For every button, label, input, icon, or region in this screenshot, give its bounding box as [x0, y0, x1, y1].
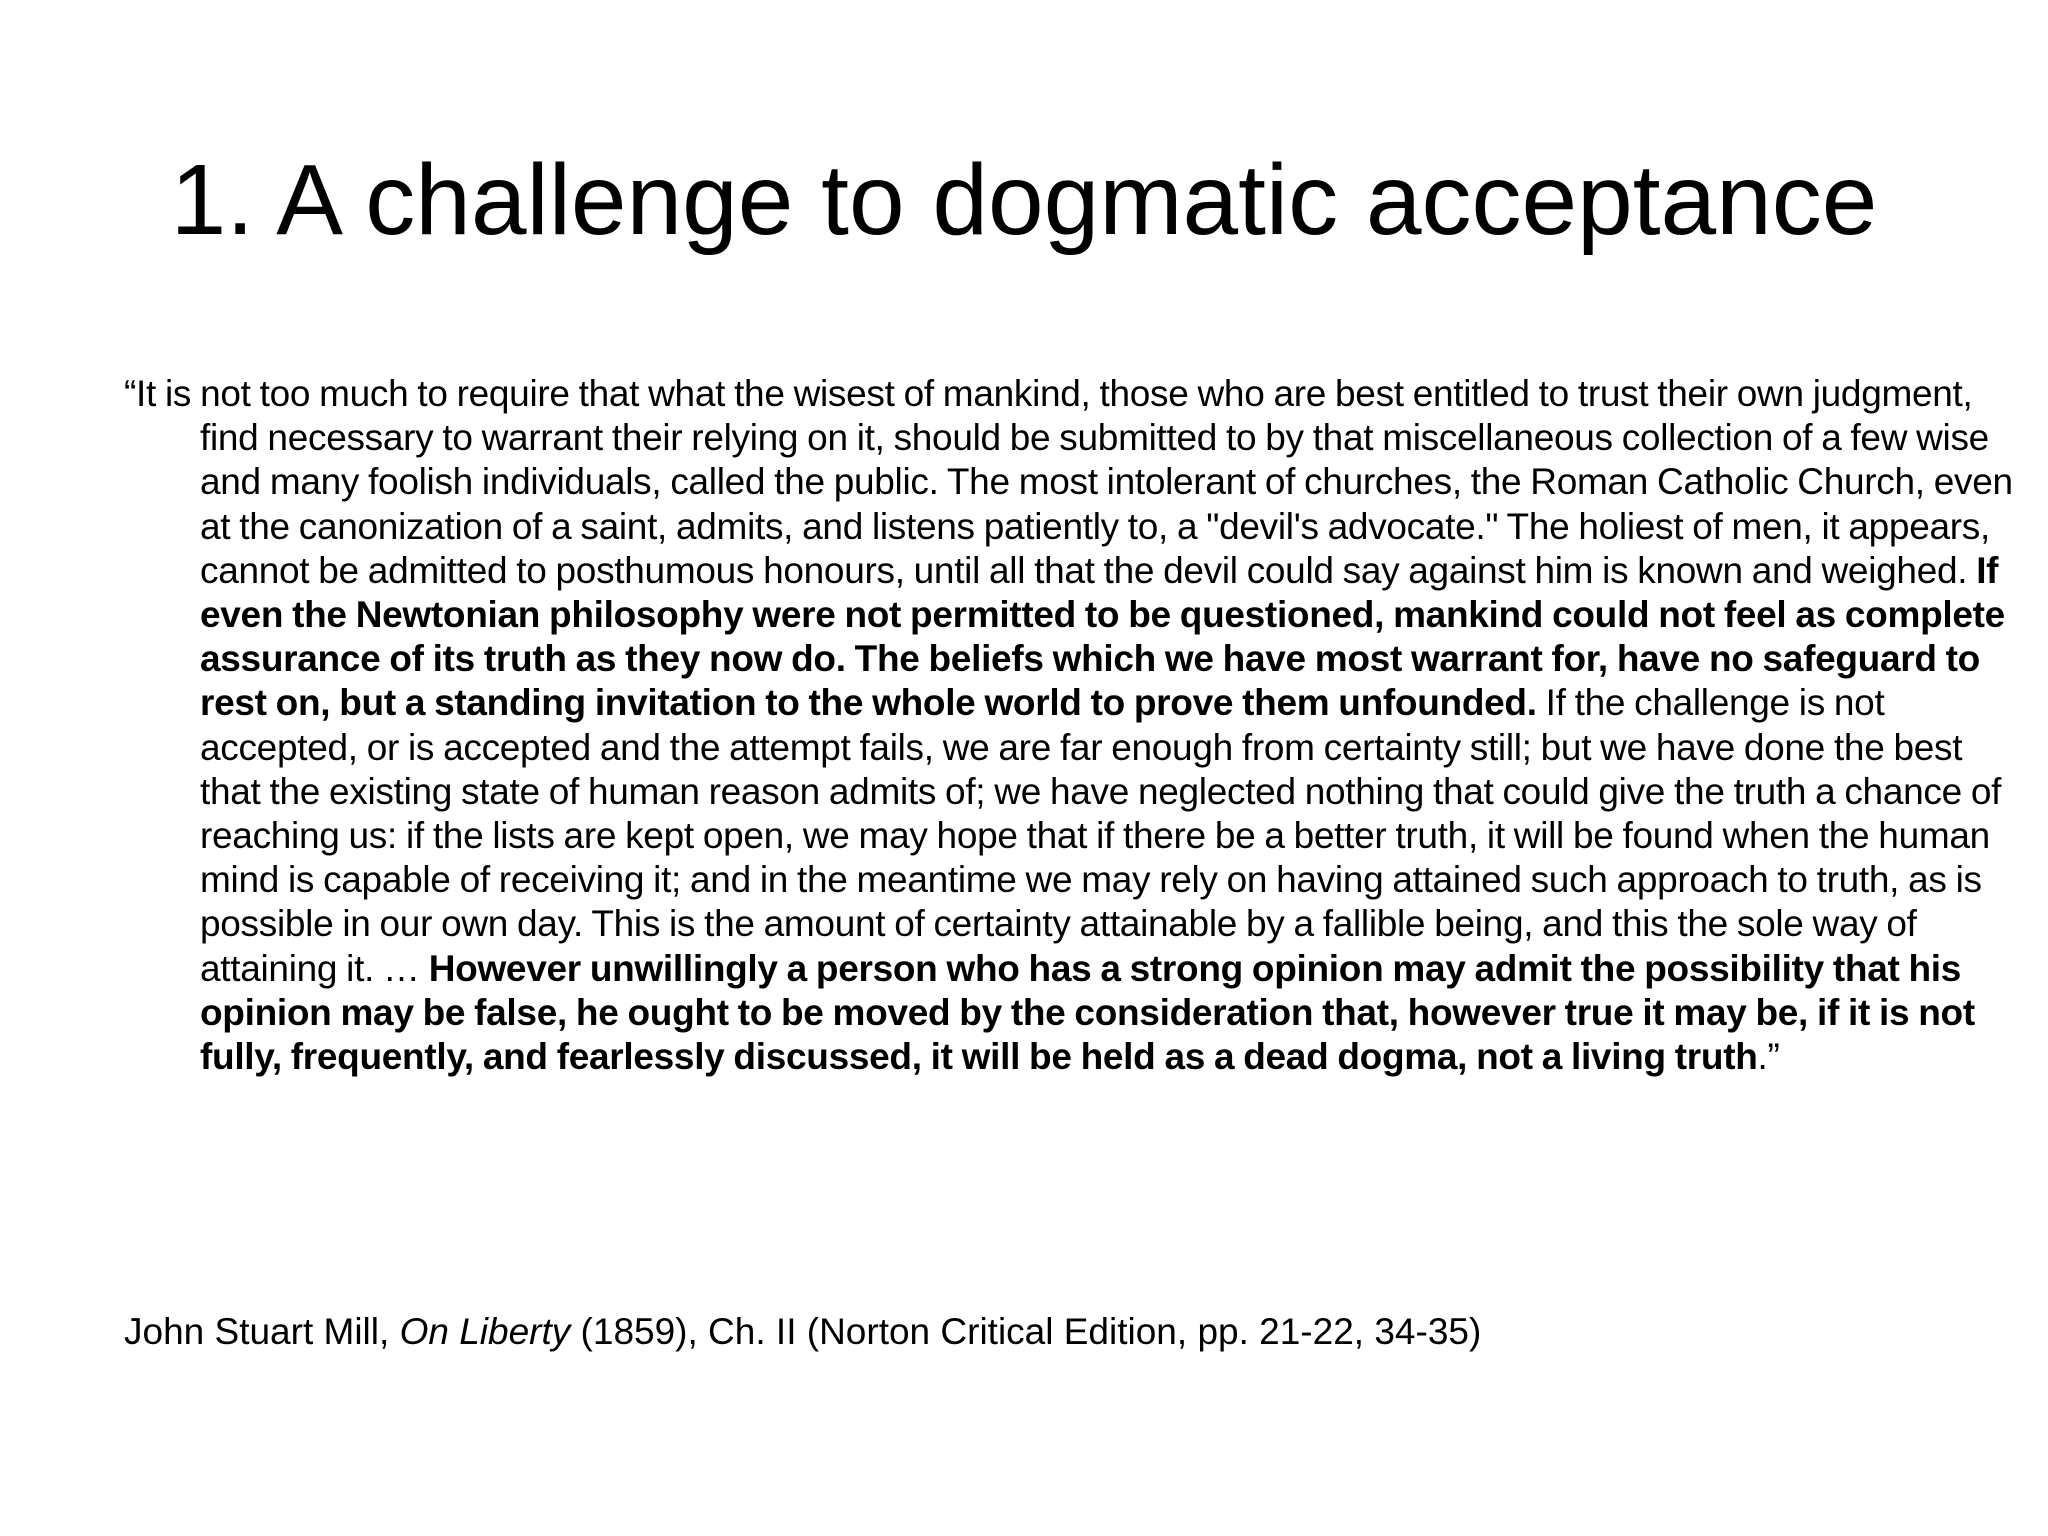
quote-text-part-2: If the challenge is not accepted, or is accepted and the attempt fails, we are far enough from certainty still; but we have done the best that the existing state of human reason admits of; we have neglected nothing that could give the truth a chance of reaching us: if the lists are kept open, we may hope that if there be a better truth, it will be found when the human mind is capable of receiving it; and in the meantime we may rely on having attained such approach to truth, as is possible in our own day. This is the amount of certainty attainable by a fallible being, and this the sole way of attaining it. …	[200, 682, 2002, 989]
slide-title: 1. A challenge to dogmatic acceptance	[170, 144, 1878, 256]
citation-work-title: On Liberty	[399, 1311, 571, 1352]
quote-open-mark: “	[124, 373, 137, 414]
citation-details: (1859), Ch. II (Norton Critical Edition, pp. 21-22, 34-35)	[570, 1311, 1482, 1352]
quote-paragraph	[124, 372, 2030, 1079]
quote-bold-part-1: If even the Newtonian philosophy were not permitted to be questioned, mankind could not feel as complete assurance of its truth as they now do. The beliefs which we have most warrant for, have no safeguard to rest on, but a standing invitation to the whole world to prove them unfounded.	[200, 549, 2005, 724]
quote-bold-part-2: However unwillingly a person who has a strong opinion may admit the possibility that his opinion may be false, he ought to be moved by the consideration that, however true it may be, if it is not fully, frequently, and fearlessly discussed, it will be held as a dead dogma, not a living truth	[200, 947, 1975, 1078]
citation-author: John Stuart Mill,	[124, 1311, 400, 1352]
citation	[124, 1310, 1954, 1354]
quote-text-part-1: It is not too much to require that what the wisest of mankind, those who are best entitled to trust their own judgment, find necessary to warrant their relying on it, should be submitted to by that miscellaneous collection of a few wise and many foolish individuals, called the public. The most intolerant of churches, the Roman Catholic Church, even at the canonization of a saint, admits, and listens patiently to, a "devil's advocate." The holiest of men, it appears, cannot be admitted to posthumous honours, until all that the devil could say against him is known and weighed.	[136, 373, 2013, 591]
quote-close-mark: .”	[1757, 1036, 1780, 1078]
